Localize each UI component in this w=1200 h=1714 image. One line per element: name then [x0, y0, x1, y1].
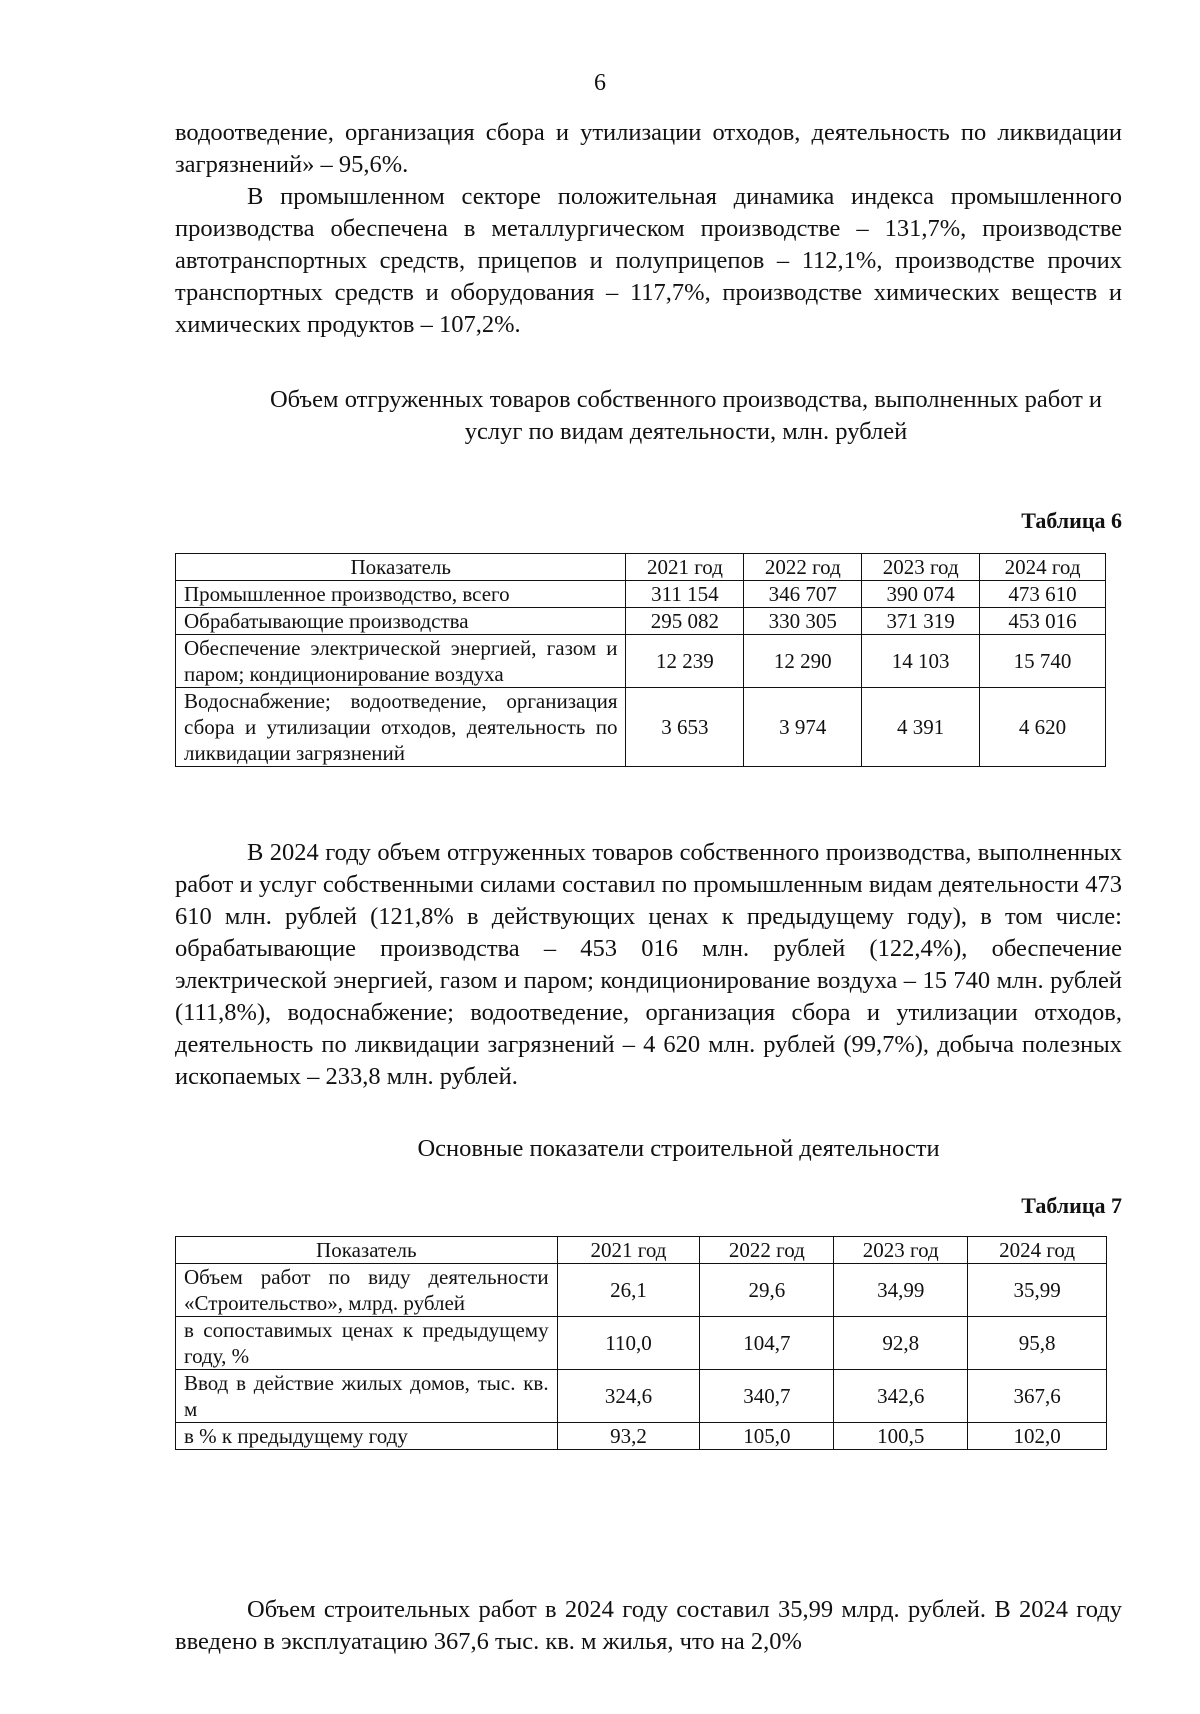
value-cell: 324,6: [557, 1370, 700, 1423]
value-cell: 95,8: [968, 1317, 1107, 1370]
header-cell: 2021 год: [557, 1237, 700, 1264]
value-cell: 390 074: [862, 581, 980, 608]
header-cell: Показатель: [176, 554, 626, 581]
value-cell: 15 740: [980, 635, 1106, 688]
page-number: 6: [594, 70, 606, 96]
table6-caption: Объем отгруженных товаров собственного производства, выполненных работ и услуг по видам деятельности, млн. рублей: [269, 386, 1103, 445]
header-cell: 2024 год: [980, 554, 1106, 581]
value-cell: 340,7: [700, 1370, 834, 1423]
value-cell: 367,6: [968, 1370, 1107, 1423]
value-cell: 102,0: [968, 1423, 1107, 1450]
value-cell: 29,6: [700, 1264, 834, 1317]
table-row: [176, 608, 1106, 635]
header-cell: 2024 год: [968, 1237, 1107, 1264]
value-cell: 346 707: [744, 581, 862, 608]
value-cell: 34,99: [834, 1264, 968, 1317]
row-label: Водоснабжение; водоотведение, организация сбора и утилизации отходов, деятельность по ликвидации загрязнений: [176, 688, 626, 767]
value-cell: 110,0: [557, 1317, 700, 1370]
header-cell: 2023 год: [834, 1237, 968, 1264]
row-label: Объем работ по виду деятельности «Строительство», млрд. рублей: [176, 1264, 558, 1317]
value-cell: 342,6: [834, 1370, 968, 1423]
value-cell: 4 391: [862, 688, 980, 767]
value-cell: 3 653: [626, 688, 744, 767]
table7: [175, 1236, 1107, 1450]
value-cell: 100,5: [834, 1423, 968, 1450]
value-cell: 26,1: [557, 1264, 700, 1317]
row-label: в сопоставимых ценах к предыдущему году, %: [176, 1317, 558, 1370]
table6-caption-wrapper: [175, 384, 1122, 448]
value-cell: 35,99: [968, 1264, 1107, 1317]
table6: [175, 553, 1106, 767]
value-cell: 12 290: [744, 635, 862, 688]
header-cell: 2022 год: [744, 554, 862, 581]
paragraph-construction: Объем строительных работ в 2024 году составил 35,99 млрд. рублей. В 2024 году введено в эксплуатацию 367,6 тыс. кв. м жилья, что на 2,0%: [175, 1596, 1122, 1655]
table-row: [176, 1423, 1107, 1450]
header-cell: Показатель: [176, 1237, 558, 1264]
table-row: [176, 1317, 1107, 1370]
value-cell: 3 974: [744, 688, 862, 767]
paragraph-shipped-goods: В 2024 году объем отгруженных товаров собственного производства, выполненных работ и услуг собственными силами составил по промышленным видам деятельности 473 610 млн. рублей (121,8% в действующих ценах к предыдущему году), в том числе: обрабатывающие производства – 453 016 млн. рублей (122,4%), обеспечение электрической энергией, газом и паром; кондиционирование воздуха – 15 740 млн. рублей (111,8%), водоснабжение; водоотведение, организация сбора и утилизации отходов, деятельность по ликвидации загрязнений – 4 620 млн. рублей (99,7%), добыча полезных ископаемых – 233,8 млн. рублей.: [175, 839, 1122, 1090]
row-label: Промышленное производство, всего: [176, 581, 626, 608]
value-cell: 330 305: [744, 608, 862, 635]
paragraph-continuation: водоотведение, организация сбора и утилизации отходов, деятельность по ликвидации загрязнений» – 95,6%.: [175, 119, 1122, 178]
row-label: в % к предыдущему году: [176, 1423, 558, 1450]
value-cell: 93,2: [557, 1423, 700, 1450]
paragraph-industrial-sector: В промышленном секторе положительная динамика индекса промышленного производства обеспечена в металлургическом производстве – 131,7%, производстве автотранспортных средств, прицепов и полуприцепов – 112,1%, производстве прочих транспортных средств и оборудования – 117,7%, производстве химических веществ и химических продуктов – 107,2%.: [175, 183, 1122, 338]
value-cell: 105,0: [700, 1423, 834, 1450]
value-cell: 311 154: [626, 581, 744, 608]
value-cell: 371 319: [862, 608, 980, 635]
table-header-row: [176, 1237, 1107, 1264]
table7-caption-wrapper: [175, 1133, 1122, 1165]
value-cell: 473 610: [980, 581, 1106, 608]
row-label: Обеспечение электрической энергией, газом и паром; кондиционирование воздуха: [176, 635, 626, 688]
table7-label: Таблица 7: [1021, 1193, 1122, 1218]
table-row: [176, 1370, 1107, 1423]
table7-caption: Основные показатели строительной деятельности: [417, 1135, 940, 1162]
table6-label: Таблица 6: [1021, 508, 1122, 533]
table-row: [176, 688, 1106, 767]
table-header-row: [176, 554, 1106, 581]
row-label: Ввод в действие жилых домов, тыс. кв. м: [176, 1370, 558, 1423]
table-row: [176, 1264, 1107, 1317]
value-cell: 295 082: [626, 608, 744, 635]
table-row: [176, 635, 1106, 688]
value-cell: 12 239: [626, 635, 744, 688]
value-cell: 104,7: [700, 1317, 834, 1370]
value-cell: 92,8: [834, 1317, 968, 1370]
value-cell: 4 620: [980, 688, 1106, 767]
header-cell: 2022 год: [700, 1237, 834, 1264]
header-cell: 2021 год: [626, 554, 744, 581]
header-cell: 2023 год: [862, 554, 980, 581]
value-cell: 453 016: [980, 608, 1106, 635]
value-cell: 14 103: [862, 635, 980, 688]
row-label: Обрабатывающие производства: [176, 608, 626, 635]
table-row: [176, 581, 1106, 608]
